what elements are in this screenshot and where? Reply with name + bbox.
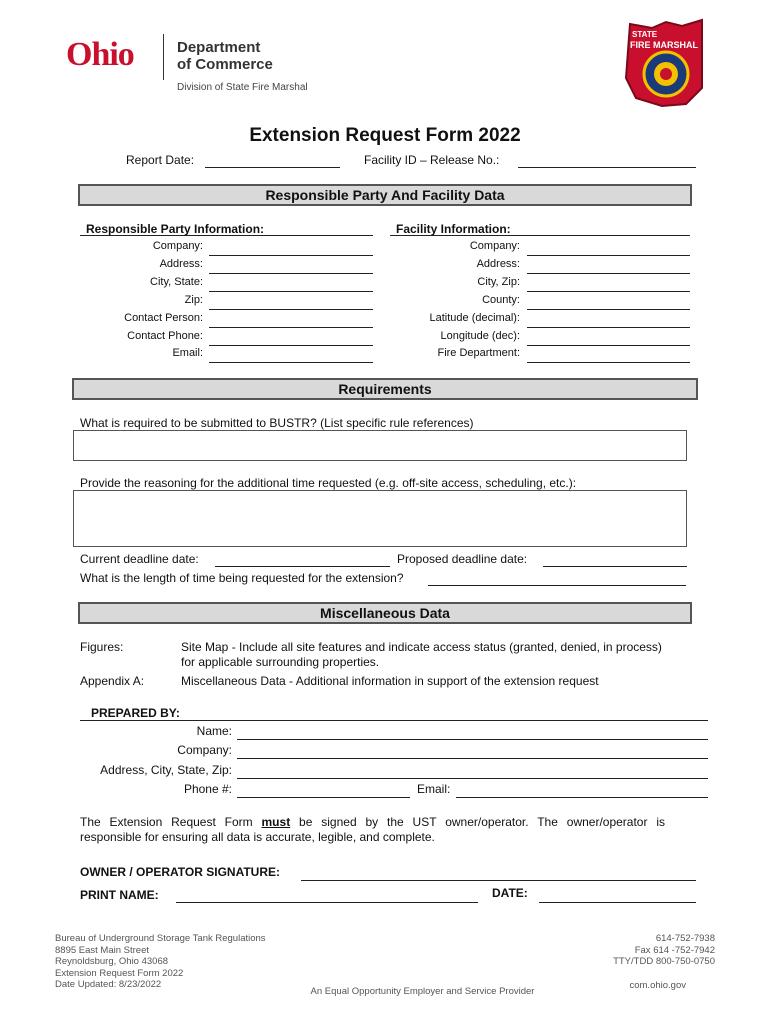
facility-field-input[interactable] — [527, 345, 690, 346]
facility-id-label: Facility ID – Release No.: — [364, 153, 500, 167]
prepared-phone-field[interactable] — [237, 797, 410, 798]
prepared-phone-label: Phone #: — [183, 782, 232, 796]
responsible-party-field-label: Address: — [159, 258, 203, 270]
footer-left-line: 8895 East Main Street — [55, 944, 149, 956]
fire-marshal-seal — [622, 18, 706, 108]
department-name — [177, 39, 273, 73]
facility-field-label: Longitude (dec): — [440, 330, 520, 342]
responsible-party-heading: Responsible Party Information: — [86, 222, 265, 236]
report-date-label: Report Date: — [126, 153, 195, 167]
facility-field-input[interactable] — [527, 291, 690, 292]
facility-field-label: Latitude (decimal): — [429, 312, 520, 324]
length-question: What is the length of time being requested for the extension? — [80, 571, 404, 585]
prepared-address-field[interactable] — [237, 778, 708, 779]
ohio-logo — [66, 36, 161, 76]
footer-left-line: Extension Request Form 2022 — [55, 967, 184, 979]
facility-field-label: County: — [482, 294, 520, 306]
notice-must: must — [261, 815, 291, 829]
responsible-party-field-label: Email: — [172, 347, 203, 359]
footer-equal-opportunity: An Equal Opportunity Employer and Service Provider — [310, 986, 535, 997]
notice-part2: be signed by the UST owner/operator. The owner/operator is — [290, 815, 666, 829]
department-line2: of Commerce — [177, 56, 273, 73]
facility-field-input[interactable] — [527, 309, 690, 310]
facility-field-label: Company: — [469, 240, 520, 252]
responsible-party-field-input[interactable] — [209, 327, 373, 328]
responsible-party-field-input[interactable] — [209, 291, 373, 292]
prepared-address-label: Address, City, State, Zip: — [100, 763, 232, 777]
responsible-party-heading-rule — [80, 235, 373, 236]
proposed-deadline-field[interactable] — [543, 566, 687, 567]
appendix-text: Miscellaneous Data - Additional information in support of the extension request — [181, 674, 599, 688]
signature-notice-line1 — [80, 815, 665, 830]
section-heading-requirements: Requirements — [72, 378, 698, 400]
responsible-party-field-input[interactable] — [209, 309, 373, 310]
notice-part1: The Extension Request Form — [80, 815, 262, 829]
footer-phone: 614-752-7938 — [655, 933, 715, 944]
footer-left-line: Bureau of Underground Storage Tank Regulations — [55, 933, 266, 944]
figures-text-line1: Site Map - Include all site features and indicate access status (granted, denied, in process) — [181, 640, 662, 654]
footer-address — [55, 933, 266, 991]
footer-left-line: Reynoldsburg, Ohio 43068 — [55, 956, 169, 967]
facility-field-label: Address: — [476, 258, 520, 270]
reasoning-question: Provide the reasoning for the additional time requested (e.g. off-site access, scheduling, etc.): — [80, 476, 577, 490]
figures-label: Figures: — [80, 640, 124, 654]
current-deadline-field[interactable] — [215, 566, 390, 567]
figures-text-line2: for applicable surrounding properties. — [181, 655, 380, 669]
proposed-deadline-label: Proposed deadline date: — [397, 552, 528, 566]
owner-signature-field[interactable] — [301, 880, 696, 881]
division-name: Division of State Fire Marshal — [177, 82, 308, 93]
length-field[interactable] — [428, 585, 686, 586]
prepared-company-label: Company: — [177, 743, 232, 757]
prepared-name-label: Name: — [196, 724, 232, 738]
facility-field-input[interactable] — [527, 255, 690, 256]
section-heading-responsible-party: Responsible Party And Facility Data — [78, 184, 692, 206]
page-title: Extension Request Form 2022 — [249, 125, 521, 146]
footer-contact — [540, 933, 715, 968]
current-deadline-label: Current deadline date: — [80, 552, 199, 566]
signature-notice — [80, 815, 665, 845]
department-line1: Department — [177, 39, 261, 56]
logo-divider — [163, 34, 164, 80]
responsible-party-field-label: Zip: — [184, 294, 203, 306]
prepared-by-rule — [80, 720, 708, 721]
footer-left-line: Date Updated: 8/23/2022 — [55, 979, 162, 990]
date-field[interactable] — [539, 902, 696, 903]
facility-info-heading-rule — [390, 235, 690, 236]
facility-field-label: Fire Department: — [437, 347, 520, 359]
owner-signature-label: OWNER / OPERATOR SIGNATURE: — [80, 865, 281, 879]
requirements-question: What is required to be submitted to BUSTR? (List specific rule references) — [80, 416, 474, 430]
responsible-party-field-input[interactable] — [209, 345, 373, 346]
responsible-party-field-input[interactable] — [209, 362, 373, 363]
facility-info-heading: Facility Information: — [396, 222, 511, 236]
prepared-email-field[interactable] — [456, 797, 708, 798]
appendix-label: Appendix A: — [80, 674, 145, 688]
responsible-party-field-input[interactable] — [209, 255, 373, 256]
responsible-party-field-label: Contact Phone: — [127, 330, 203, 342]
footer-tty: TTY/TDD 800-750-0750 — [613, 956, 715, 967]
facility-id-field[interactable] — [518, 167, 696, 168]
prepared-by-heading: PREPARED BY: — [91, 706, 180, 720]
date-label: DATE: — [492, 886, 528, 900]
print-name-field[interactable] — [176, 902, 478, 903]
footer-fax: Fax 614 -752-7942 — [634, 944, 715, 956]
report-date-field[interactable] — [205, 167, 340, 168]
responsible-party-field-label: City, State: — [150, 276, 203, 288]
print-name-label: PRINT NAME: — [80, 888, 159, 902]
requirements-answer-box[interactable] — [73, 430, 687, 461]
facility-field-input[interactable] — [527, 362, 690, 363]
seal-text-state: STATE — [632, 30, 658, 39]
signature-notice-line2: responsible for ensuring all data is accurate, legible, and complete. — [80, 830, 435, 844]
prepared-company-field[interactable] — [237, 758, 708, 759]
prepared-name-field[interactable] — [237, 739, 708, 740]
reasoning-answer-box[interactable] — [73, 490, 687, 547]
ohio-logo-text: Ohio — [66, 36, 134, 73]
seal-text-fire-marshal: FIRE MARSHAL — [630, 40, 698, 50]
footer-website: com.ohio.gov — [629, 980, 686, 991]
prepared-email-label: Email: — [417, 782, 451, 796]
responsible-party-field-label: Company: — [152, 240, 203, 252]
facility-field-input[interactable] — [527, 273, 690, 274]
responsible-party-field-label: Contact Person: — [124, 312, 203, 324]
facility-field-label: City, Zip: — [477, 276, 520, 288]
section-heading-misc: Miscellaneous Data — [78, 602, 692, 624]
responsible-party-field-input[interactable] — [209, 273, 373, 274]
facility-field-input[interactable] — [527, 327, 690, 328]
